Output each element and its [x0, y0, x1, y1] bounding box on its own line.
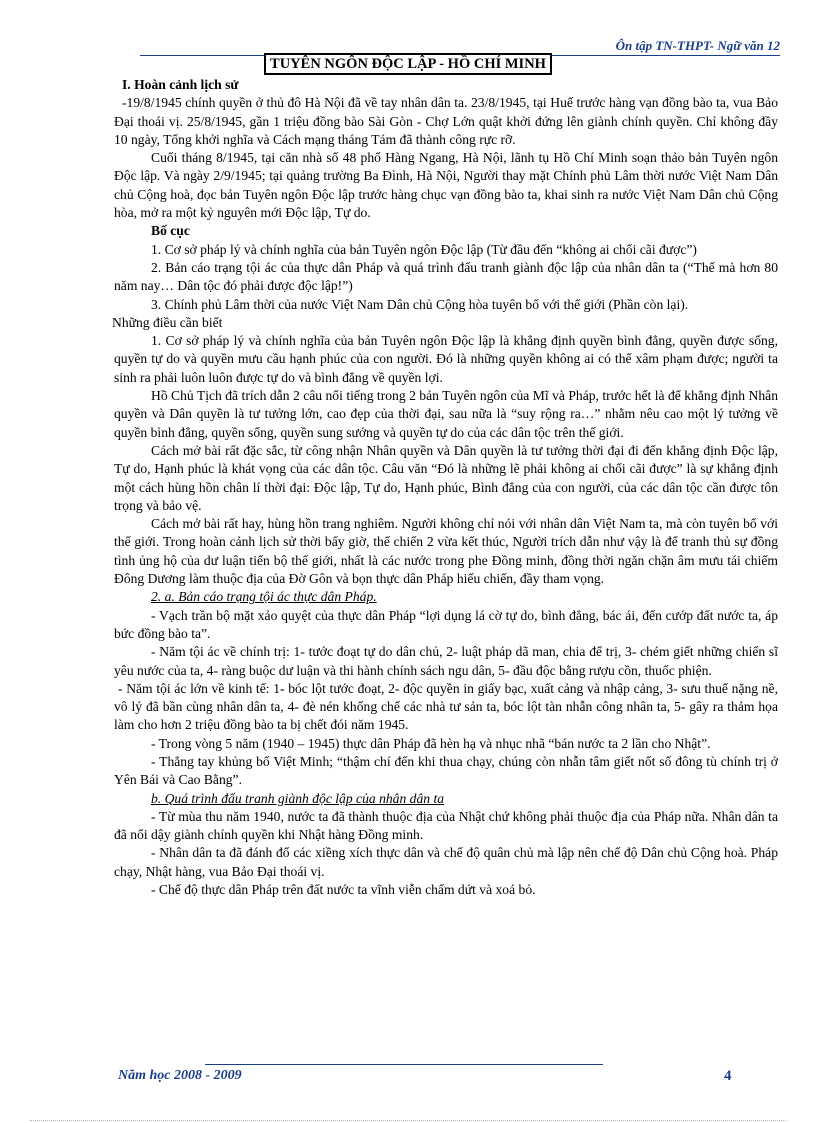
paragraph: -19/8/1945 chính quyền ở thủ đô Hà Nội đã về tay nhân dân ta. 23/8/1945, tại Huế trước hàng vạn đồng bào ta, vua Bảo Đại thoái vị. 25/8/1945, gần 1 triệu đồng bào Sài Gòn - Chợ Lớn quật khởi đứng lên giành chính quyền. Chỉ không đầy 10 ngày, Tổng khởi nghĩa và Cách mạng tháng Tám đã thành công rực rỡ.: [114, 95, 778, 147]
page-number: 4: [724, 1068, 732, 1084]
paragraph: - Năm tội ác về chính trị: 1- tước đoạt tự do dân chủ, 2- luật pháp dã man, chia để trị, 3- chém giết những chiến sĩ yêu nước của ta, 4- ràng buộc dư luận và thi hành chính sách ngu dân, 5- đầu độc bằng rượu cồn, thuốc phiện.: [114, 644, 778, 678]
paragraph: - Trong vòng 5 năm (1940 – 1945) thực dân Pháp đã hèn hạ và nhục nhã “bán nước ta 2 lần cho Nhật”.: [151, 735, 711, 751]
paragraph: - Từ mùa thu năm 1940, nước ta đã thành thuộc địa của Nhật chứ không phải thuộc địa của Pháp nữa. Nhân dân ta đã nổi dậy giành chính quyền khi Nhật hàng Đồng minh.: [114, 808, 778, 843]
subheading-struggle: b. Quá trình đấu tranh giành độc lập của nhân dân ta: [151, 790, 445, 806]
title-wrap: [0, 53, 816, 75]
footer-year: 2008 - 2009: [174, 1068, 242, 1083]
paragraph: Cuối tháng 8/1945, tại căn nhà số 48 phố Hàng Ngang, Hà Nội, lãnh tụ Hồ Chí Minh soạn thảo bản Tuyên ngôn Độc lập. Và ngày 2/9/1945; tại quảng trường Ba Đình, Hà Nội, Người thay mặt Chính phủ Lâm thời nước Việt Nam Dân chủ Cộng hoà, đọc bản Tuyên ngôn Độc lập trước hàng chục vạn đồng bào ta, khai sinh ra nước Việt Nam Dân chủ Cộng hòa, mở ra một kỷ nguyên mới Độc lập, Tự do.: [114, 150, 778, 221]
paragraph: 3. Chính phủ Lâm thời của nước Việt Nam Dân chủ Cộng hòa tuyên bố với thế giới (Phần còn lại).: [151, 296, 689, 312]
paragraph: - Năm tội ác lớn về kinh tế: 1- bóc lột tước đoạt, 2- độc quyền in giấy bạc, xuất cảng và nhập cảng, 3- sưu thuế nặng nề, vô lý đã bần cùng nhân dân ta, 4- đè nén khống chế các nhà tư sản ta, bóc lột tàn nhẫn công nhân ta, 5- gây ra thảm họa làm cho hơn 2 triệu đồng bào ta bị chết đói năm 1945.: [114, 680, 778, 733]
page-edge-dots: [30, 1120, 786, 1121]
paragraph: Cách mở bài rất hay, hùng hồn trang nghiêm. Người không chỉ nói với nhân dân Việt Nam ta, mà còn tuyên bố với thế giới. Trong hoàn cảnh lịch sử thời bấy giờ, thế chiến 2 vừa kết thúc, Người trích dẫn như vậy là để tranh thủ sự đồng tình ủng hộ của dư luận tiến bộ thế giới, nhất là các nước trong phe Đồng minh, đồng thời ngăn chặn âm mưu tái chiếm Đông Dương làm thuộc địa của Đờ Gôn và bọn thực dân Pháp hiếu chiến, đầy tham vọng.: [114, 516, 778, 587]
footer-divider: [205, 1064, 603, 1065]
paragraph: - Chế độ thực dân Pháp trên đất nước ta vĩnh viễn chấm dứt và xoá bỏ.: [151, 882, 536, 898]
paragraph: Cách mở bài rất đặc sắc, từ công nhận Nhân quyền và Dân quyền là tư tưởng thời đại đi đến khẳng định Độc lập, Tự do, Hạnh phúc là khát vọng của các dân tộc. Câu văn “Đó là những lẽ phải không ai chối cãi được” là sự khẳng định một cách hùng hồn chân lí thời đại: Độc lập, Tự do, Hạnh phúc, Bình đẳng của con người, của các dân tộc cần được tôn trọng và bảo vệ.: [114, 442, 778, 513]
paragraph: - Nhân dân ta đã đánh đổ các xiềng xích thực dân và chế độ quân chủ mà lập nên chế độ Dân chủ Cộng hoà. Pháp chạy, Nhật hàng, vua Bảo Đại thoái vị.: [114, 845, 778, 879]
paragraph: 1. Cơ sở pháp lý và chính nghĩa của bản Tuyên ngôn Độc lập (Từ đầu đến “không ai chối cãi được”): [151, 241, 697, 257]
footer-year-label: Năm học: [118, 1068, 171, 1083]
paragraph: Hồ Chủ Tịch đã trích dẫn 2 câu nổi tiếng trong 2 bản Tuyên ngôn của Mĩ và Pháp, trước hết là để khẳng định Nhân quyền và Dân quyền là tư tưởng lớn, cao đẹp của thời đại, sau nữa là “suy rộng ra…” nhằm nêu cao một lý tưởng về quyền bình đẳng, quyền sống, quyền sung sướng và quyền tự do của các dân tộc trên thế giới.: [114, 388, 778, 440]
paragraph: 1. Cơ sở pháp lý và chính nghĩa của bản Tuyên ngôn Độc lập là khẳng định quyền bình đẳng, quyền được sống, quyền tự do và quyền mưu cầu hạnh phúc của con người. Đó là những quyền không ai có thể xâm phạm được; người ta sinh ra phải luôn luôn được tự do và bình đẳng về quyền lợi.: [114, 333, 778, 385]
page-title: TUYÊN NGÔN ĐỘC LẬP - HỒ CHÍ MINH: [264, 53, 552, 75]
document-body: [114, 76, 778, 899]
section-heading-layout: Bố cục: [151, 223, 190, 239]
paragraph: - Thẳng tay khủng bố Việt Minh; “thậm chí đến khi thua chạy, chúng còn nhẫn tâm giết nốt số đông tù chính trị ở Yên Bái và Cao Bằng”.: [114, 753, 778, 788]
footer-school-year: [118, 1068, 242, 1084]
section-heading-context: I. Hoàn cảnh lịch sử: [122, 77, 239, 92]
page-header: Ôn tập TN-THPT- Ngữ văn 12: [615, 38, 780, 53]
paragraph: - Vạch trần bộ mặt xảo quyệt của thực dân Pháp “lợi dụng lá cờ tự do, bình đẳng, bác ái, đến cướp đất nước ta, áp bức đồng bào ta”.: [114, 607, 778, 641]
section-heading-notes: Những điều cần biết: [112, 314, 223, 330]
subheading-crimes: 2. a. Bản cáo trạng tội ác thực dân Pháp.: [151, 589, 377, 605]
paragraph: 2. Bản cáo trạng tội ác của thực dân Pháp và quá trình đấu tranh giành độc lập của nhân dân ta (“Thế mà hơn 80 năm nay… Dân tộc đó phải được độc lập!”): [114, 259, 778, 294]
